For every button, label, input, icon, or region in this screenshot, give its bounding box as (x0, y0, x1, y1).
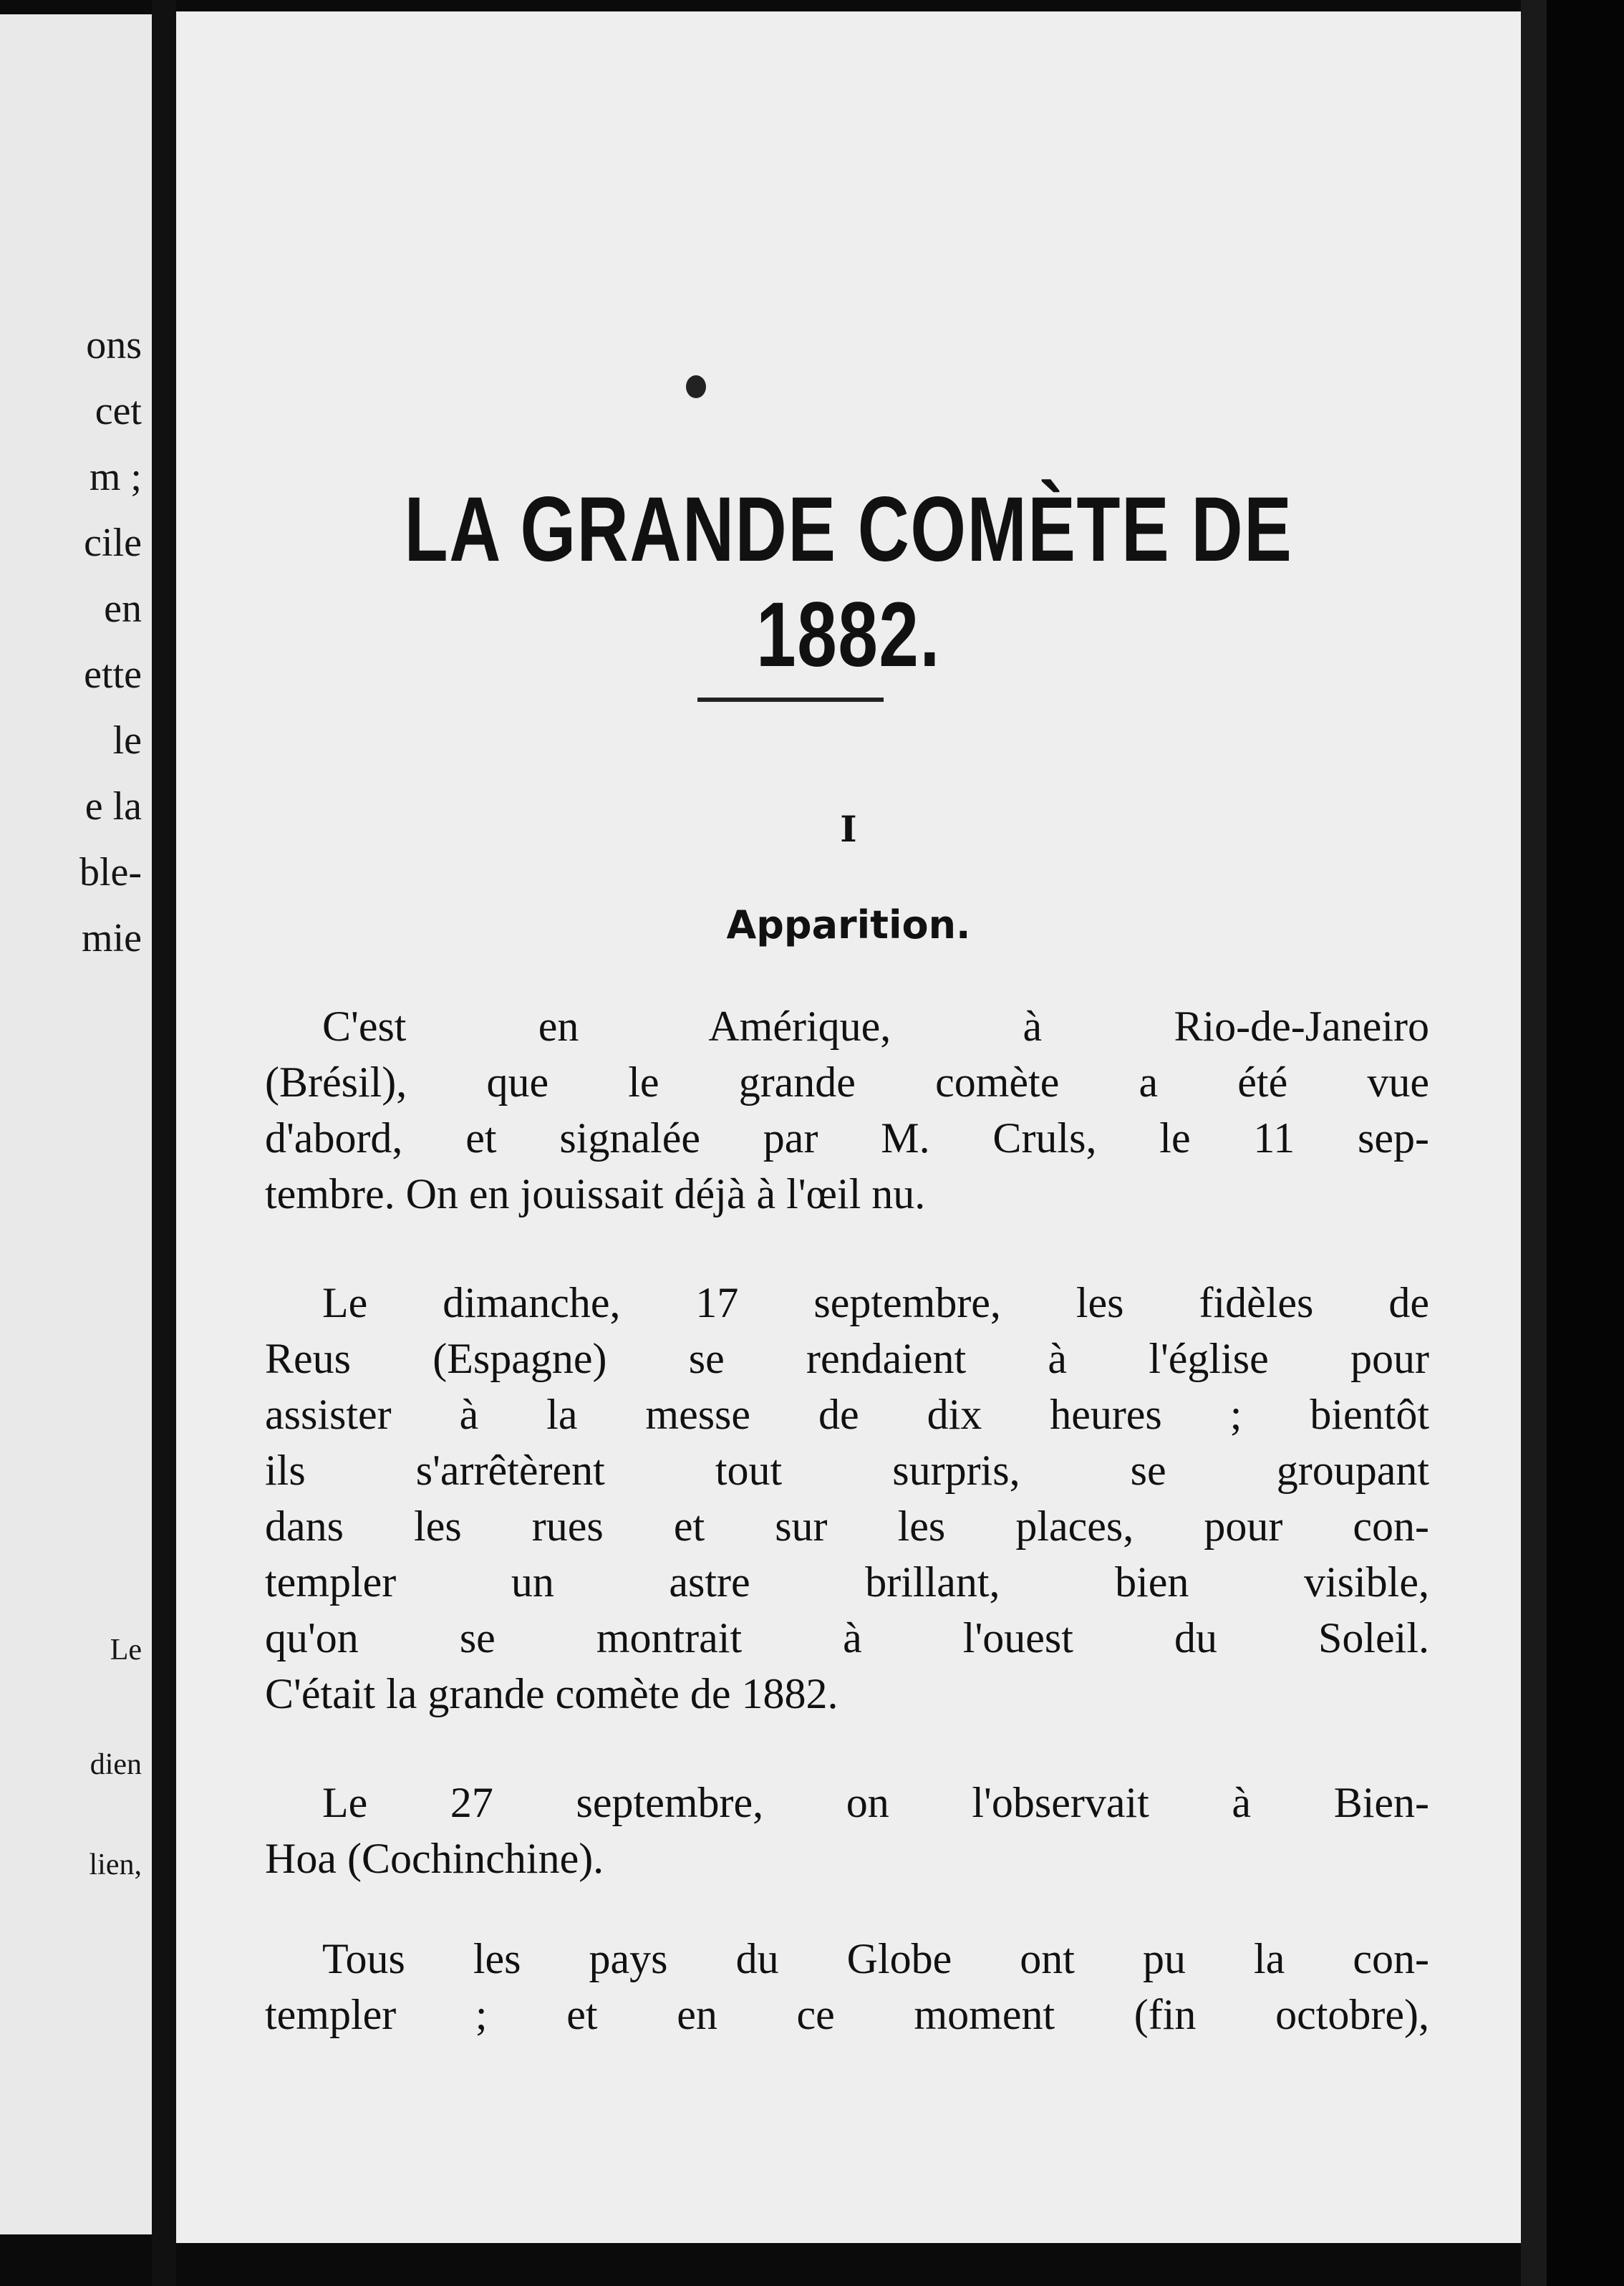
left-page-line: m ; (89, 455, 142, 499)
page-edge (1521, 0, 1547, 2286)
text-line: tembre. On en jouissait déjà à l'œil nu. (265, 1170, 926, 1217)
left-page-line: ons (86, 323, 142, 367)
title-rule (697, 698, 884, 702)
book-gutter (152, 0, 176, 2286)
text-line: dans les rues et sur les places, pour con- (265, 1503, 1429, 1550)
text-line: templer ; et en ce moment (fin octobre), (265, 1991, 1429, 2038)
page-title: LA GRANDE COMÈTE DE 1882. (404, 478, 1293, 686)
scan-border (1547, 0, 1624, 2286)
text-line: Tous les pays du Globe ont pu la con- (322, 1935, 1429, 1982)
left-page-line: lien, (89, 1848, 142, 1881)
text-line: C'est en Amérique, à Rio-de-Janeiro (322, 1003, 1429, 1050)
book-page (176, 11, 1521, 2243)
text-line: Le 27 septembre, on l'observait à Bien- (322, 1779, 1429, 1826)
text-line: d'abord, et signalée par M. Cruls, le 11 sep- (265, 1114, 1429, 1162)
left-page-line: dien (90, 1748, 142, 1781)
text-line: templer un astre brillant, bien visible, (265, 1558, 1429, 1606)
left-page-line: e la (84, 784, 142, 829)
section-number: I (840, 808, 857, 850)
paragraph (265, 1275, 1429, 1722)
section-title: Apparition. (726, 902, 971, 947)
text-line: C'était la grande comète de 1882. (265, 1670, 838, 1717)
left-page-line: le (112, 718, 142, 763)
text-line: ils s'arrêtèrent tout surpris, se groupant (265, 1447, 1429, 1494)
text-line: Reus (Espagne) se rendaient à l'église pour (265, 1335, 1429, 1382)
text-line: qu'on se montrait à l'ouest du Soleil. (265, 1614, 1429, 1662)
text-line: assister à la messe de dix heures ; bientôt (265, 1391, 1429, 1438)
left-page-fragment (0, 14, 152, 2234)
left-page-line: ette (84, 652, 142, 697)
text-line: Hoa (Cochinchine). (265, 1835, 604, 1882)
text-line: (Brésil), que le grande comète a été vue (265, 1058, 1429, 1106)
ink-blot (686, 375, 706, 398)
left-page-line: ble- (79, 850, 142, 894)
text-line: Le dimanche, 17 septembre, les fidèles de (322, 1279, 1429, 1326)
left-page-line: mie (82, 916, 142, 960)
paragraph (265, 1775, 1429, 1886)
left-page-line: cile (84, 521, 142, 565)
left-page-line: cet (95, 389, 142, 433)
paragraph (265, 1931, 1429, 2043)
left-page-line: en (104, 587, 142, 631)
left-page-line: Le (110, 1634, 142, 1667)
paragraph (265, 998, 1429, 1222)
